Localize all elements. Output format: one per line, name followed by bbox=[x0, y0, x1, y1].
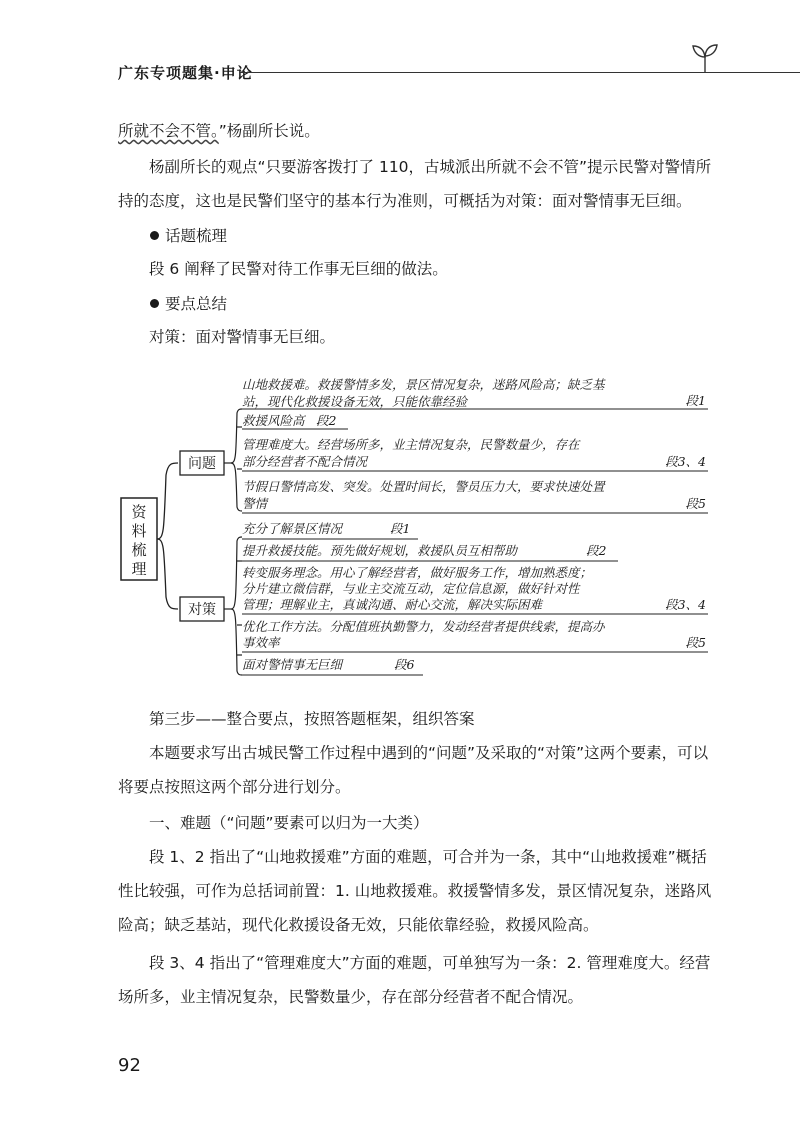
problem-brace-upper bbox=[231, 409, 242, 463]
problem-1-line-1: 山地救援难。救援警情多发，景区情况复杂，迷路风险高；缺乏基 bbox=[242, 377, 605, 392]
strategy-3-line-2: 分片建立微信群，与业主交流互动，定位信息源，做好针对性 bbox=[242, 581, 580, 596]
paragraph-7: 段 1、2 指出了“山地救援难”方面的难题，可合并为一条，其中“山地救援难”概括性比较强，可作为总括词前置：1. 山地救援难。救援警情多发，景区情况复杂，迷路风险高；缺乏基站，现代化救援设备无效，只能依靠经验，救援风险高。 bbox=[118, 848, 712, 934]
paragraph-2: 段 6 阐释了民警对待工作事无巨细的做法。 bbox=[149, 260, 448, 278]
strategy-2-ref: 段2 bbox=[586, 543, 607, 558]
paragraph-6: 一、难题（“问题”要素可以归为一大类） bbox=[149, 814, 429, 832]
problem-4-ref: 段5 bbox=[685, 496, 706, 511]
root-brace-lower bbox=[157, 539, 178, 609]
paragraph-8: 段 3、4 指出了“管理难度大”方面的难题，可单独写为一条：2. 管理难度大。经营场所多，业主情况复杂，民警数量少，存在部分经营者不配合情况。 bbox=[118, 954, 711, 1006]
bullet-dot-icon bbox=[150, 299, 159, 308]
problem-3-line-1: 管理难度大。经营场所多，业主情况复杂，民警数量少，存在 bbox=[242, 437, 580, 452]
paragraph-0 bbox=[118, 114, 718, 148]
book-title: 广东专项题集·申论 bbox=[118, 64, 253, 82]
bullet-summary-label: 要点总结 bbox=[165, 295, 228, 313]
root-char-2: 料 bbox=[131, 522, 147, 540]
root-char-1: 资 bbox=[131, 503, 147, 521]
paragraph-0-rest: ”杨副所长说。 bbox=[218, 122, 320, 140]
root-char-3: 梳 bbox=[131, 541, 147, 559]
problem-item-3 bbox=[242, 437, 708, 471]
strategy-1-ref: 段1 bbox=[390, 521, 411, 536]
problem-item-2 bbox=[242, 413, 348, 429]
root-char-4: 理 bbox=[131, 560, 147, 578]
mind-map bbox=[118, 365, 718, 695]
problem-3-line-2: 部分经营者不配合情况 bbox=[242, 454, 368, 469]
sprout-icon bbox=[688, 40, 722, 74]
paragraph-3: 对策：面对警情事无巨细。 bbox=[149, 328, 336, 346]
problem-2-line-1: 救援风险高 bbox=[242, 413, 305, 428]
bullet-dot-icon bbox=[150, 231, 159, 240]
page-header bbox=[118, 60, 718, 84]
bullet-topic-label: 话题梳理 bbox=[165, 227, 228, 245]
root-brace-upper bbox=[157, 463, 178, 539]
problem-1-line-2: 站，现代化救援设备无效，只能依靠经验 bbox=[242, 394, 468, 409]
strategy-3-ref: 段3、4 bbox=[665, 597, 706, 612]
problem-label: 问题 bbox=[188, 456, 216, 472]
strategy-brace-lower bbox=[231, 609, 242, 675]
strategy-4-line-2: 事效率 bbox=[242, 635, 280, 650]
strategy-5-line-1: 面对警情事无巨细 bbox=[242, 657, 343, 672]
strategy-2-line-1: 提升救援技能。预先做好规划，救援队员互相帮助 bbox=[242, 543, 518, 558]
strategy-item-2 bbox=[242, 543, 618, 561]
problem-2-ref: 段2 bbox=[316, 413, 337, 428]
strategy-item-1 bbox=[242, 521, 418, 539]
problem-3-ref: 段3、4 bbox=[665, 454, 706, 469]
paragraph-5: 本题要求写出古城民警工作过程中遇到的“问题”及采取的“对策”这两个要素，可以将要点按照这两个部分进行划分。 bbox=[118, 744, 709, 796]
strategy-3-line-1: 转变服务理念。用心了解经营者，做好服务工作，增加熟悉度； bbox=[242, 565, 593, 580]
problem-4-line-2: 警情 bbox=[242, 496, 268, 511]
strategy-1-line-1: 充分了解景区情况 bbox=[242, 521, 343, 536]
problem-item-1 bbox=[242, 377, 708, 409]
bullet-summary bbox=[150, 292, 227, 316]
problem-1-ref: 段1 bbox=[685, 393, 706, 408]
step-three-heading: 第三步——整合要点，按照答题框架，组织答案 bbox=[149, 710, 475, 728]
strategy-label: 对策 bbox=[188, 602, 216, 618]
strategy-brace-upper bbox=[231, 537, 242, 609]
strategy-4-line-1: 优化工作方法。分配值班执勤警力，发动经营者提供线索，提高办 bbox=[242, 619, 605, 634]
strategy-item-5 bbox=[242, 657, 423, 675]
strategy-3-line-3: 管理；理解业主，真诚沟通、耐心交流，解决实际困难 bbox=[242, 597, 543, 612]
page-number: 92 bbox=[118, 1055, 141, 1076]
problem-4-line-1: 节假日警情高发、突发。处置时间长，警员压力大，要求快速处置 bbox=[242, 479, 605, 494]
bullet-topic bbox=[150, 224, 227, 248]
strategy-5-ref: 段6 bbox=[394, 657, 415, 672]
strategy-item-4 bbox=[242, 619, 708, 652]
strategy-item-3 bbox=[242, 565, 708, 614]
problem-item-4 bbox=[242, 479, 708, 513]
underlined-text: 所就不会不管。 bbox=[118, 122, 219, 140]
strategy-4-ref: 段5 bbox=[685, 635, 706, 650]
problem-brace-lower bbox=[231, 463, 242, 511]
paragraph-1: 杨副所长的观点“只要游客拨打了 110，古城派出所就不会不管”提示民警对警情所持的态度，这也是民警们坚守的基本行为准则，可概括为对策：面对警情事无巨细。 bbox=[118, 158, 712, 210]
